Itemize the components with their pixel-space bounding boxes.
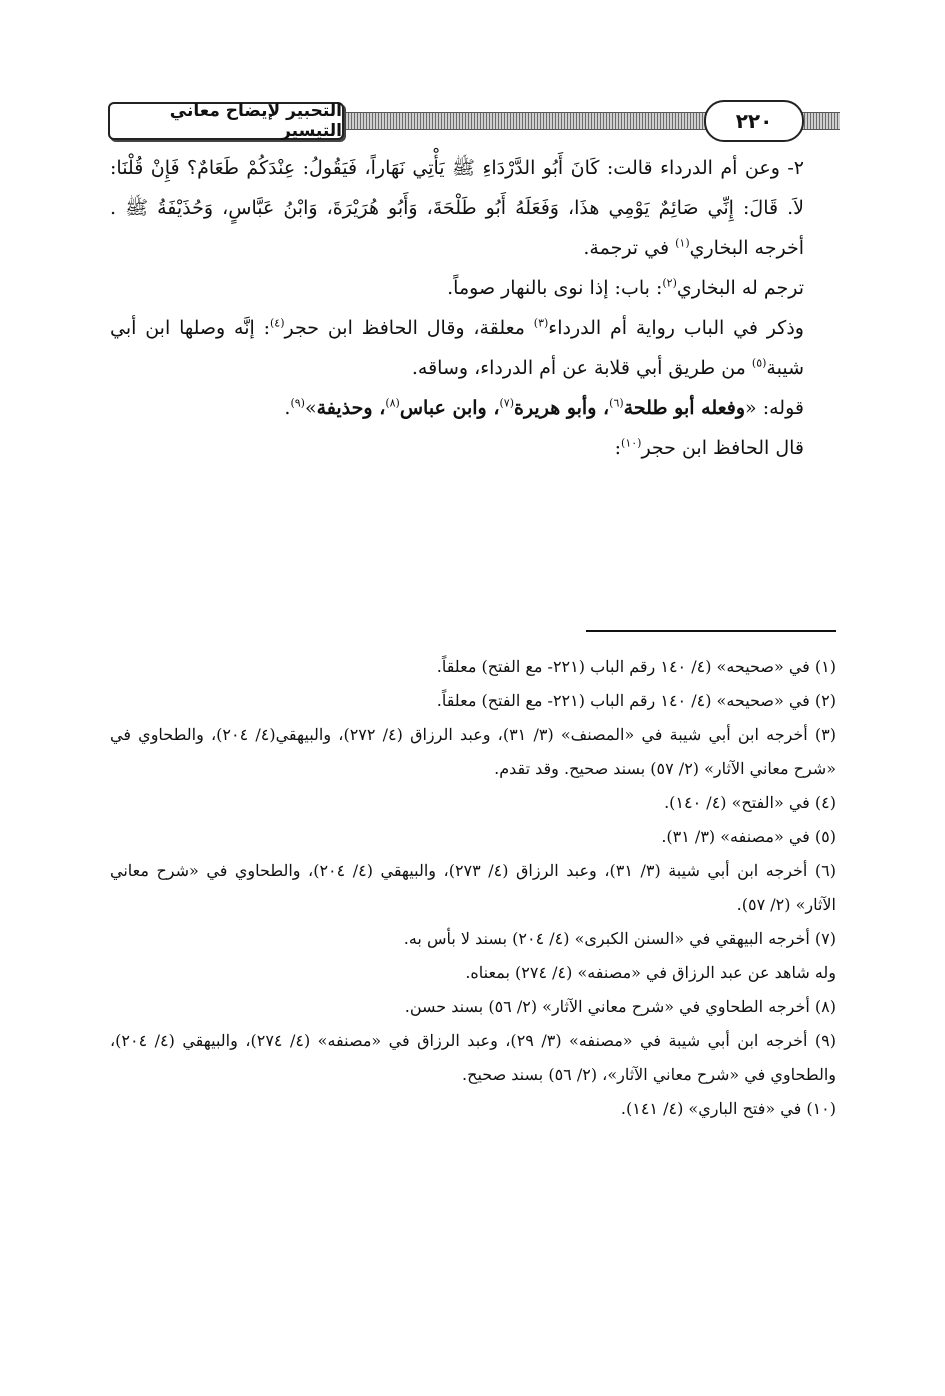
footnote-9: (٩) أخرجه ابن أبي شيبة في «مصنفه» (٣/ ٢٩)، وعبد الرزاق في «مصنفه» (٤/ ٢٧٤)، والبيهقي (٤/ ٢٠٤)، والطحاوي في «شرح معاني الآثار»، (٢/ ٥٦) بسند صحيح. [110, 1031, 836, 1084]
footnote-7: (٧) أخرجه البيهقي في «السنن الكبرى» (٤/ ٢٠٤) بسند لا بأس به. [403, 929, 836, 948]
hadith-source-tail: في ترجمة. [583, 237, 676, 259]
quote-g: . [284, 397, 291, 419]
footnote-ref-6: (٦) [609, 396, 624, 410]
hafiz-tail: : [614, 437, 622, 459]
chapter-tail: : باب: إذا نوى بالنهار صوماً. [447, 277, 663, 299]
footnote-ref-9: (٩) [290, 396, 305, 410]
book-title: التحبير لإيضاح معاني التيسير [108, 102, 344, 140]
footnote-ref-8: (٨) [385, 396, 400, 410]
footnote-1: (١) في «صحيحه» (٤/ ١٤٠ رقم الباب (٢٢١- مع الفتح) معلقاً. [436, 657, 836, 676]
footnote-ref-10: (١٠) [621, 436, 642, 450]
footnote-separator [586, 630, 836, 632]
footnote-ref-3: (٣) [533, 316, 549, 330]
hafiz-paragraph [110, 428, 836, 468]
chapter-text: ترجم له البخاري [676, 277, 804, 299]
chapter-paragraph [110, 268, 836, 308]
main-text [110, 148, 836, 468]
quote-paragraph [110, 388, 836, 428]
narration-c: : إنَّه وصلها ابن أبي شيبة [110, 317, 804, 379]
footnote-ref-5: (٥) [751, 356, 767, 370]
quote-a: قوله: « [745, 397, 804, 419]
footnotes [110, 650, 836, 1126]
narration-d: من طريق أبي قلابة عن أم الدرداء، وساقه. [411, 357, 752, 379]
footnote-ref-7: (٧) [499, 396, 514, 410]
footnote-4: (٤) في «الفتح» (٤/ ١٤٠). [664, 793, 836, 812]
footnote-5: (٥) في «مصنفه» (٣/ ٣١). [661, 827, 836, 846]
hadith-paragraph [110, 148, 836, 268]
quote-b: وفعله أبو طلحة [623, 397, 746, 419]
page-number: ٢٢٠ [704, 100, 804, 142]
quote-c: ، وأبو هريرة [513, 397, 610, 419]
narration-a: وذكر في الباب رواية أم الدرداء [548, 317, 804, 339]
hadith-lead: ٢- وعن أم الدرداء قالت: [599, 157, 804, 179]
footnote-6: (٦) أخرجه ابن أبي شيبة (٣/ ٣١)، وعبد الرزاق (٤/ ٢٧٣)، والبيهقي (٤/ ٢٠٤)، والطحاوي في «شرح معاني الآثار» (٢/ ٥٧). [110, 861, 836, 914]
footnote-ref-2: (٢) [662, 276, 677, 290]
quote-f: » [304, 397, 317, 419]
footnote-ref-4: (٤) [270, 316, 285, 330]
hafiz-text: قال الحافظ ابن حجر [641, 437, 804, 459]
running-header [108, 98, 840, 144]
footnote-2: (٢) في «صحيحه» (٤/ ١٤٠ رقم الباب (٢٢١- مع الفتح) معلقاً. [436, 691, 836, 710]
footnote-ref-1: (١) [675, 236, 690, 250]
footnote-10: (١٠) في «فتح الباري» (٤/ ١٤١). [620, 1099, 836, 1118]
hadith-quote: كَانَ أَبُو الدَّرْدَاءِ ﷺ يَأْتِي نَهَاراً، فَيَقُولُ: عِنْدَكُمْ طَعَامٌ؟ فَإِنْ قُلْنَا: لاَ. قَالَ: إِنِّي صَائِمٌ يَوْمِي هذَا، وَفَعَلَهُ أَبُو طَلْحَةَ، وَأَبُو هُرَيْرَةَ، وَابْنُ عَبَّاسٍ، وَحُذَيْفَةُ ﷺ [110, 157, 804, 219]
quote-e: ، وحذيفة [316, 397, 386, 419]
narration-paragraph [110, 308, 836, 388]
footnote-7-witness: وله شاهد عن عبد الرزاق في «مصنفه» (٤/ ٢٧٤) بمعناه. [465, 963, 836, 982]
footnote-3: (٣) أخرجه ابن أبي شيبة في «المصنف» (٣/ ٣١)، وعبد الرزاق (٤/ ٢٧٢)، والبيهقي(٤/ ٢٠٤)، والطحاوي في «شرح معاني الآثار» (٢/ ٥٧) بسند صحيح. وقد تقدم. [110, 725, 837, 778]
narration-b: معلقة، وقال الحافظ ابن حجر [284, 317, 534, 339]
quote-d: ، وابن عباس [399, 397, 500, 419]
hadith-source: . أخرجه البخاري [110, 197, 804, 259]
footnote-8: (٨) أخرجه الطحاوي في «شرح معاني الآثار» (٢/ ٥٦) بسند حسن. [404, 997, 836, 1016]
